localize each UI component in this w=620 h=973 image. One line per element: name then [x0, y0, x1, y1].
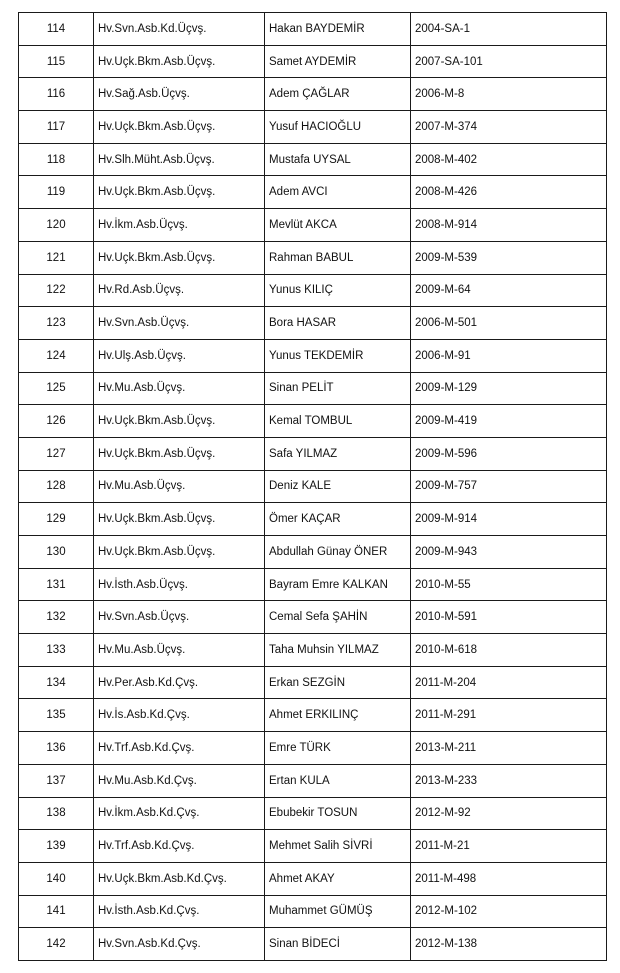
registry-number-cell: 2009-M-64 [411, 274, 607, 307]
rank-cell: Hv.İs.Asb.Kd.Çvş. [94, 699, 265, 732]
rank-cell: Hv.Mu.Asb.Üçvş. [94, 470, 265, 503]
table-row [19, 797, 607, 830]
name-cell: Adem AVCI [265, 176, 411, 209]
row-number-cell: 128 [19, 470, 94, 503]
rank-cell: Hv.Per.Asb.Kd.Çvş. [94, 666, 265, 699]
row-number-cell: 134 [19, 666, 94, 699]
rank-cell: Hv.Uçk.Bkm.Asb.Kd.Çvş. [94, 862, 265, 895]
row-number-cell: 124 [19, 339, 94, 372]
rank-cell: Hv.Uçk.Bkm.Asb.Üçvş. [94, 45, 265, 78]
rank-cell: Hv.Rd.Asb.Üçvş. [94, 274, 265, 307]
name-cell: Ömer KAÇAR [265, 503, 411, 536]
name-cell: Kemal TOMBUL [265, 405, 411, 438]
table-row [19, 339, 607, 372]
row-number-cell: 129 [19, 503, 94, 536]
registry-number-cell: 2009-M-419 [411, 405, 607, 438]
name-cell: Yusuf HACIOĞLU [265, 111, 411, 144]
rank-cell: Hv.Uçk.Bkm.Asb.Üçvş. [94, 503, 265, 536]
table-row [19, 503, 607, 536]
name-cell: Mustafa UYSAL [265, 143, 411, 176]
rank-cell: Hv.Svn.Asb.Kd.Üçvş. [94, 13, 265, 46]
table-row [19, 372, 607, 405]
table-row [19, 111, 607, 144]
registry-number-cell: 2009-M-757 [411, 470, 607, 503]
name-cell: Taha Muhsin YILMAZ [265, 634, 411, 667]
name-cell: Bayram Emre KALKAN [265, 568, 411, 601]
table-row [19, 274, 607, 307]
registry-number-cell: 2009-M-914 [411, 503, 607, 536]
name-cell: Ahmet ERKILINÇ [265, 699, 411, 732]
row-number-cell: 132 [19, 601, 94, 634]
table-row [19, 666, 607, 699]
table-row [19, 78, 607, 111]
registry-number-cell: 2007-M-374 [411, 111, 607, 144]
table-row [19, 45, 607, 78]
registry-number-cell: 2008-M-402 [411, 143, 607, 176]
rank-cell: Hv.Mu.Asb.Üçvş. [94, 634, 265, 667]
row-number-cell: 127 [19, 437, 94, 470]
name-cell: Sinan BİDECİ [265, 928, 411, 961]
name-cell: Ahmet AKAY [265, 862, 411, 895]
registry-number-cell: 2011-M-291 [411, 699, 607, 732]
row-number-cell: 131 [19, 568, 94, 601]
row-number-cell: 121 [19, 241, 94, 274]
rank-cell: Hv.İkm.Asb.Kd.Çvş. [94, 797, 265, 830]
table-row [19, 536, 607, 569]
rank-cell: Hv.İkm.Asb.Üçvş. [94, 209, 265, 242]
name-cell: Ertan KULA [265, 764, 411, 797]
name-cell: Adem ÇAĞLAR [265, 78, 411, 111]
table-row [19, 307, 607, 340]
rank-cell: Hv.Svn.Asb.Üçvş. [94, 601, 265, 634]
row-number-cell: 115 [19, 45, 94, 78]
table-row [19, 13, 607, 46]
registry-number-cell: 2012-M-92 [411, 797, 607, 830]
registry-number-cell: 2009-M-129 [411, 372, 607, 405]
registry-number-cell: 2010-M-618 [411, 634, 607, 667]
name-cell: Samet AYDEMİR [265, 45, 411, 78]
registry-number-cell: 2012-M-138 [411, 928, 607, 961]
row-number-cell: 126 [19, 405, 94, 438]
table-row [19, 699, 607, 732]
row-number-cell: 136 [19, 732, 94, 765]
registry-number-cell: 2009-M-596 [411, 437, 607, 470]
name-cell: Rahman BABUL [265, 241, 411, 274]
rank-cell: Hv.İsth.Asb.Üçvş. [94, 568, 265, 601]
table-row [19, 601, 607, 634]
rank-cell: Hv.Uçk.Bkm.Asb.Üçvş. [94, 111, 265, 144]
row-number-cell: 135 [19, 699, 94, 732]
rank-cell: Hv.Svn.Asb.Kd.Çvş. [94, 928, 265, 961]
row-number-cell: 120 [19, 209, 94, 242]
rank-cell: Hv.Uçk.Bkm.Asb.Üçvş. [94, 241, 265, 274]
table-row [19, 437, 607, 470]
row-number-cell: 137 [19, 764, 94, 797]
rank-cell: Hv.İsth.Asb.Kd.Çvş. [94, 895, 265, 928]
row-number-cell: 130 [19, 536, 94, 569]
table-row [19, 241, 607, 274]
registry-number-cell: 2013-M-211 [411, 732, 607, 765]
row-number-cell: 125 [19, 372, 94, 405]
name-cell: Ebubekir TOSUN [265, 797, 411, 830]
rank-cell: Hv.Trf.Asb.Kd.Çvş. [94, 732, 265, 765]
name-cell: Mevlüt AKCA [265, 209, 411, 242]
registry-number-cell: 2006-M-501 [411, 307, 607, 340]
registry-number-cell: 2006-M-8 [411, 78, 607, 111]
row-number-cell: 114 [19, 13, 94, 46]
table-row [19, 143, 607, 176]
rank-cell: Hv.Uçk.Bkm.Asb.Üçvş. [94, 176, 265, 209]
rank-cell: Hv.Uçk.Bkm.Asb.Üçvş. [94, 437, 265, 470]
table-row [19, 862, 607, 895]
row-number-cell: 133 [19, 634, 94, 667]
rank-cell: Hv.Uçk.Bkm.Asb.Üçvş. [94, 405, 265, 438]
rank-cell: Hv.Mu.Asb.Üçvş. [94, 372, 265, 405]
registry-number-cell: 2009-M-943 [411, 536, 607, 569]
table-row [19, 568, 607, 601]
registry-number-cell: 2004-SA-1 [411, 13, 607, 46]
rank-cell: Hv.Ulş.Asb.Üçvş. [94, 339, 265, 372]
name-cell: Safa YILMAZ [265, 437, 411, 470]
row-number-cell: 123 [19, 307, 94, 340]
name-cell: Mehmet Salih SİVRİ [265, 830, 411, 863]
row-number-cell: 122 [19, 274, 94, 307]
registry-number-cell: 2008-M-426 [411, 176, 607, 209]
table-row [19, 405, 607, 438]
name-cell: Cemal Sefa ŞAHİN [265, 601, 411, 634]
rank-cell: Hv.Svn.Asb.Üçvş. [94, 307, 265, 340]
name-cell: Hakan BAYDEMİR [265, 13, 411, 46]
name-cell: Bora HASAR [265, 307, 411, 340]
row-number-cell: 118 [19, 143, 94, 176]
table-row [19, 732, 607, 765]
name-cell: Yunus TEKDEMİR [265, 339, 411, 372]
table-row [19, 209, 607, 242]
personnel-table [18, 12, 607, 961]
table-row [19, 895, 607, 928]
table-row [19, 764, 607, 797]
row-number-cell: 140 [19, 862, 94, 895]
registry-number-cell: 2006-M-91 [411, 339, 607, 372]
rank-cell: Hv.Slh.Müht.Asb.Üçvş. [94, 143, 265, 176]
name-cell: Yunus KILIÇ [265, 274, 411, 307]
table-row [19, 928, 607, 961]
rank-cell: Hv.Trf.Asb.Kd.Çvş. [94, 830, 265, 863]
registry-number-cell: 2011-M-21 [411, 830, 607, 863]
personnel-table-body [19, 13, 607, 961]
name-cell: Deniz KALE [265, 470, 411, 503]
table-row [19, 830, 607, 863]
row-number-cell: 142 [19, 928, 94, 961]
registry-number-cell: 2011-M-498 [411, 862, 607, 895]
table-row [19, 470, 607, 503]
table-row [19, 176, 607, 209]
row-number-cell: 141 [19, 895, 94, 928]
name-cell: Sinan PELİT [265, 372, 411, 405]
row-number-cell: 117 [19, 111, 94, 144]
name-cell: Muhammet GÜMÜŞ [265, 895, 411, 928]
registry-number-cell: 2010-M-55 [411, 568, 607, 601]
registry-number-cell: 2011-M-204 [411, 666, 607, 699]
registry-number-cell: 2009-M-539 [411, 241, 607, 274]
registry-number-cell: 2013-M-233 [411, 764, 607, 797]
rank-cell: Hv.Sağ.Asb.Üçvş. [94, 78, 265, 111]
name-cell: Erkan SEZGİN [265, 666, 411, 699]
registry-number-cell: 2007-SA-101 [411, 45, 607, 78]
row-number-cell: 116 [19, 78, 94, 111]
registry-number-cell: 2008-M-914 [411, 209, 607, 242]
registry-number-cell: 2010-M-591 [411, 601, 607, 634]
rank-cell: Hv.Uçk.Bkm.Asb.Üçvş. [94, 536, 265, 569]
name-cell: Emre TÜRK [265, 732, 411, 765]
row-number-cell: 138 [19, 797, 94, 830]
table-row [19, 634, 607, 667]
row-number-cell: 119 [19, 176, 94, 209]
name-cell: Abdullah Günay ÖNER [265, 536, 411, 569]
row-number-cell: 139 [19, 830, 94, 863]
registry-number-cell: 2012-M-102 [411, 895, 607, 928]
rank-cell: Hv.Mu.Asb.Kd.Çvş. [94, 764, 265, 797]
